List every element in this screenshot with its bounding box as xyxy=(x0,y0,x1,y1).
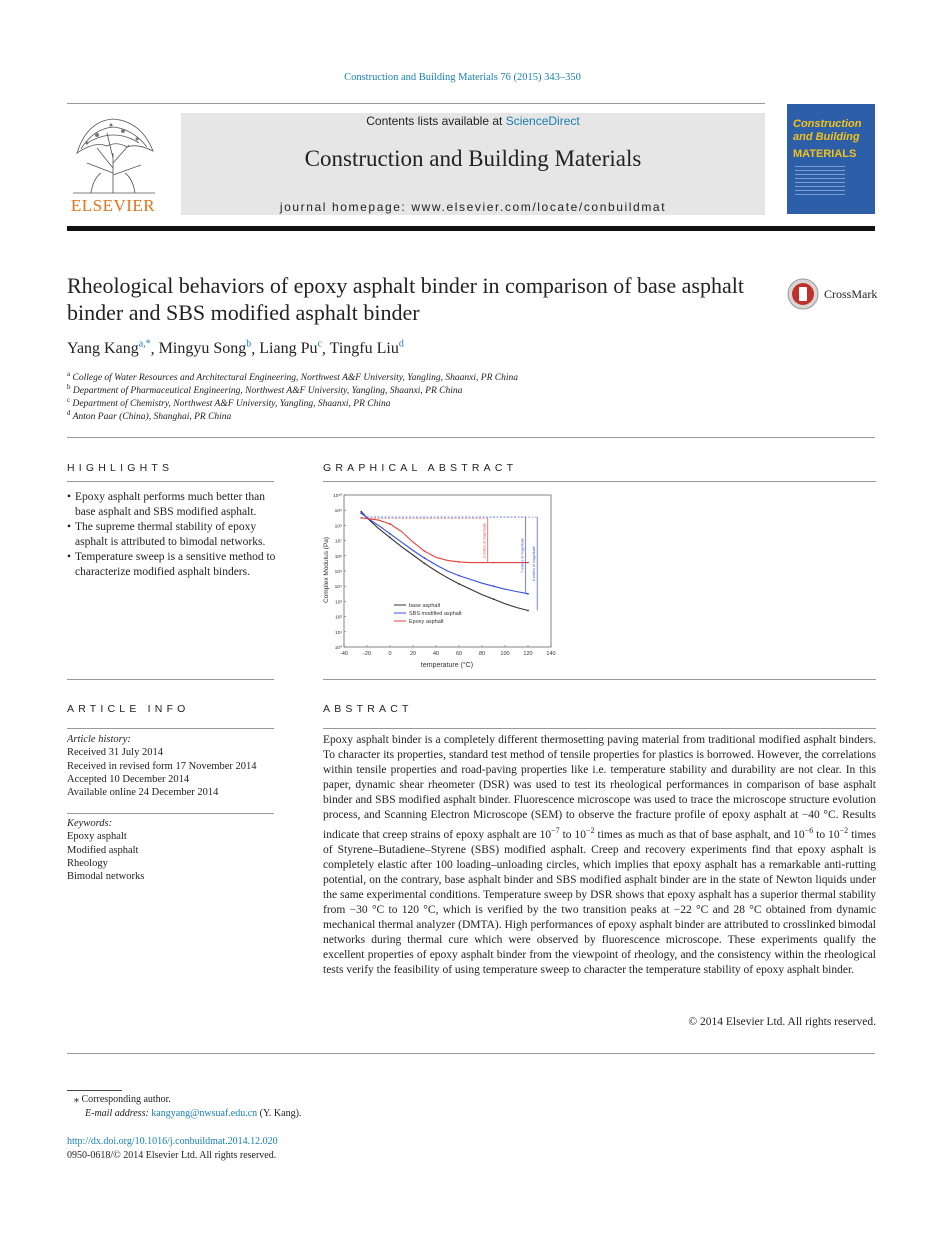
data-point xyxy=(424,557,426,559)
highlight-item: • Epoxy asphalt performs much better than base asphalt and SBS modified asphalt. xyxy=(67,490,277,520)
journal-title[interactable]: Construction and Building Materials xyxy=(304,146,642,171)
author[interactable]: Liang Pu$^c$ xyxy=(259,339,322,358)
data-point xyxy=(424,563,426,565)
footnote-rule xyxy=(67,1090,122,1091)
divider xyxy=(323,481,876,482)
data-point xyxy=(458,561,460,563)
highlights-list xyxy=(67,490,277,580)
data-point xyxy=(493,598,495,600)
x-tick-label: 100 xyxy=(500,651,510,657)
cover-text-lines xyxy=(795,166,845,196)
affiliation: $^b$ Department of Pharmaceutical Engineering, Northwest A&F University, Yangling, Shaanxi, PR China xyxy=(67,383,463,397)
author[interactable]: Tingfu Liu$^d$ xyxy=(329,339,404,358)
doi-link[interactable]: http://dx.doi.org/10.1016/j.conbuildmat.2014.12.020 xyxy=(67,1136,278,1147)
divider xyxy=(67,437,875,438)
affiliation: $^d$ Anton Paar (China), Shanghai, PR China xyxy=(67,409,232,423)
y-tick-label: 10¹⁰ xyxy=(333,494,342,499)
y-axis-label: Complex Modulus (Pa) xyxy=(323,536,330,604)
x-tick-label: -40 xyxy=(340,651,348,657)
article-title: Rheological behaviors of epoxy asphalt binder in comparison of base asphalt binder and SBS modified asphalt binder xyxy=(67,273,744,325)
y-tick-label: 10¹ xyxy=(335,630,342,636)
running-header[interactable]: Construction and Building Materials 76 (2015) 343–350 xyxy=(344,72,581,83)
data-point xyxy=(527,593,529,595)
divider xyxy=(67,679,274,680)
legend-label: base asphalt xyxy=(409,603,441,609)
magnitude-label: 7 orders of magnitude xyxy=(520,537,525,573)
y-tick-label: 10³ xyxy=(335,600,342,606)
crossmark-badge[interactable] xyxy=(787,278,877,310)
header-thick-rule xyxy=(67,226,875,231)
abstract-heading: ABSTRACT xyxy=(323,703,413,715)
crossmark-icon xyxy=(787,278,819,310)
article-history xyxy=(67,733,257,799)
x-axis-label: temperature (°C) xyxy=(420,662,474,669)
publisher-logo-text: ELSEVIER xyxy=(70,196,156,215)
divider xyxy=(67,728,274,729)
data-point xyxy=(458,575,460,577)
data-point xyxy=(389,537,391,539)
keyword[interactable]: Bimodal networks xyxy=(67,871,145,883)
corresponding-note: ⁎ Corresponding author. xyxy=(74,1094,171,1105)
abstract-copyright: © 2014 Elsevier Ltd. All rights reserved. xyxy=(688,1016,876,1028)
graphical-abstract-heading: GRAPHICAL ABSTRACT xyxy=(323,462,518,474)
keyword[interactable]: Modified asphalt xyxy=(67,844,139,856)
contents-available xyxy=(181,114,765,128)
divider xyxy=(67,1053,875,1054)
x-tick-label: 20 xyxy=(409,651,417,657)
x-tick-label: 80 xyxy=(478,651,486,657)
article-info-heading: ARTICLE INFO xyxy=(67,703,190,715)
journal-homepage[interactable]: journal homepage: www.elsevier.com/locate/conbuildmat xyxy=(279,200,667,214)
history-entry: Received 31 July 2014 xyxy=(67,747,163,759)
divider xyxy=(67,813,274,814)
data-point xyxy=(389,523,391,525)
x-tick-label: 40 xyxy=(432,651,440,657)
data-point xyxy=(493,562,495,564)
keyword[interactable]: Epoxy asphalt xyxy=(67,831,127,843)
divider xyxy=(323,728,876,729)
data-point xyxy=(493,585,495,587)
sciencedirect-link[interactable]: ScienceDirect xyxy=(505,114,580,128)
data-point xyxy=(458,583,460,585)
y-tick-label: 10² xyxy=(335,615,342,621)
cover-subtitle: MATERIALS xyxy=(793,148,857,160)
divider xyxy=(323,679,876,680)
magnitude-label: 6 orders of magnitude xyxy=(532,546,537,582)
email-link[interactable]: kangyang@nwsuaf.edu.cn xyxy=(151,1108,258,1119)
x-tick-label: 0 xyxy=(388,651,392,657)
keyword[interactable]: Rheology xyxy=(67,857,108,869)
issn-line: 0950-0618/© 2014 Elsevier Ltd. All rights reserved. xyxy=(67,1150,277,1161)
divider xyxy=(67,481,274,482)
journal-cover[interactable] xyxy=(787,104,875,214)
cover-title: Construction and Building xyxy=(793,118,862,143)
y-tick-label: 10⁹ xyxy=(334,509,342,515)
data-point xyxy=(360,517,362,519)
y-tick-label: 10⁸ xyxy=(334,524,342,530)
history-label: Article history: xyxy=(67,734,131,745)
data-point xyxy=(360,512,362,514)
y-tick-label: 10⁵ xyxy=(334,570,342,575)
data-point xyxy=(527,610,529,612)
keywords-label: Keywords: xyxy=(67,818,113,829)
legend-label: SBS modified asphalt xyxy=(409,611,462,617)
author[interactable]: Mingyu Song$^b$ xyxy=(158,339,252,358)
x-tick-label: -20 xyxy=(363,651,371,657)
data-point xyxy=(389,533,391,535)
history-entry: Available online 24 December 2014 xyxy=(67,787,219,799)
graphical-abstract-chart[interactable] xyxy=(322,490,557,670)
affiliation: $^c$ Department of Chemistry, Northwest A&F University, Yangling, Shaanxi, PR China xyxy=(67,396,391,410)
affiliation: $^a$ College of Water Resources and Architectural Engineering, Northwest A&F University, Yangling, Shaanxi, PR China xyxy=(67,370,518,384)
history-entry: Accepted 10 December 2014 xyxy=(67,773,190,785)
data-point xyxy=(424,550,426,552)
highlights-heading: HIGHLIGHTS xyxy=(67,462,174,474)
highlight-item: • The supreme thermal stability of epoxy asphalt is attributed to bimodal networks. xyxy=(67,520,277,550)
email-note: E-mail address: kangyang@nwsuaf.edu.cn (Y. Kang). xyxy=(85,1108,302,1119)
x-tick-label: 120 xyxy=(523,651,533,657)
contents-prefix: Contents lists available at xyxy=(366,114,503,128)
keywords xyxy=(67,817,144,883)
y-tick-label: 10⁰ xyxy=(334,646,342,651)
x-tick-label: 140 xyxy=(546,651,556,657)
y-tick-label: 10⁴ xyxy=(334,585,342,591)
history-entry: Received in revised form 17 November 2014 xyxy=(67,760,257,772)
crossmark-label: CrossMark xyxy=(824,286,878,301)
x-tick-label: 60 xyxy=(455,651,463,657)
header-rule xyxy=(67,103,765,104)
legend-label: Epoxy asphalt xyxy=(409,619,444,625)
y-tick-label: 10⁷ xyxy=(334,539,342,545)
magnitude-label: 3 orders of magnitude xyxy=(482,523,487,559)
author[interactable]: Yang Kang$^{a,*}$ xyxy=(67,339,151,358)
abstract-body: Epoxy asphalt binder is a completely different thermosetting paving material from traditional modified asphalt binders. To character its properties, standard test method of tensile properties for plastics is borrowed. However, the correlations within tensile properties and road-paving properties like i.e. temperature stability and durability are not clear. In this paper, dynamic shear rheometer (DSR) was used to test its rheological performances in comparison of base asphalt binder and SBS modified asphalt binder. Fluorescence microscope was used to trace the microscope structure evolution process, and Scanning Electron Microscope (SEM) to observe the fracture profile of epoxy asphalt at −40 °C. Results indicate that creep strains of epoxy asphalt are $10^{-7}$ to $10^{-2}$ times as much as that of base asphalt, and $10^{-6}$ to $10^{-2}$ times of Styrene–Butadiene–Styrene (SBS) modified asphalt. Creep and recovery experiments find that epoxy asphalt is completely elastic after 100 loading–unloading circles, which implies that epoxy asphalt has a remarkable anti-rutting potential, on the contrary, base asphalt binder and SBS modified asphalt binder are in the state of Newton liquids under the same experimental conditions. Temperature sweep by DSR shows that epoxy asphalt has a superior thermal stability from −30 °C to 120 °C, which is verified by the two transition peaks at −22 °C and 28 °C obtained from dynamic mechanical thermal analyzer (DMTA). High performances of epoxy asphalt binder are attributed to crosslinked bimodal networks during thermal cure which were observed by fluorescence microscope. These experiments qualify the excellent properties of epoxy asphalt binder from the viewpoint of rheology, and the consistency within the rheological tests verify the feasibility of using temperature sweep to character the temperature stability of epoxy asphalt binder. xyxy=(323,734,876,976)
author-list: Yang Kang$^{a,*}$, Mingyu Song$^b$, Liang Pu$^c$, Tingfu Liu$^d$ xyxy=(67,339,404,358)
elsevier-tree-logo xyxy=(67,113,159,195)
highlight-item: • Temperature sweep is a sensitive method to characterize modified asphalt binders. xyxy=(67,550,277,580)
data-point xyxy=(527,562,529,564)
y-tick-label: 10⁶ xyxy=(334,554,342,560)
